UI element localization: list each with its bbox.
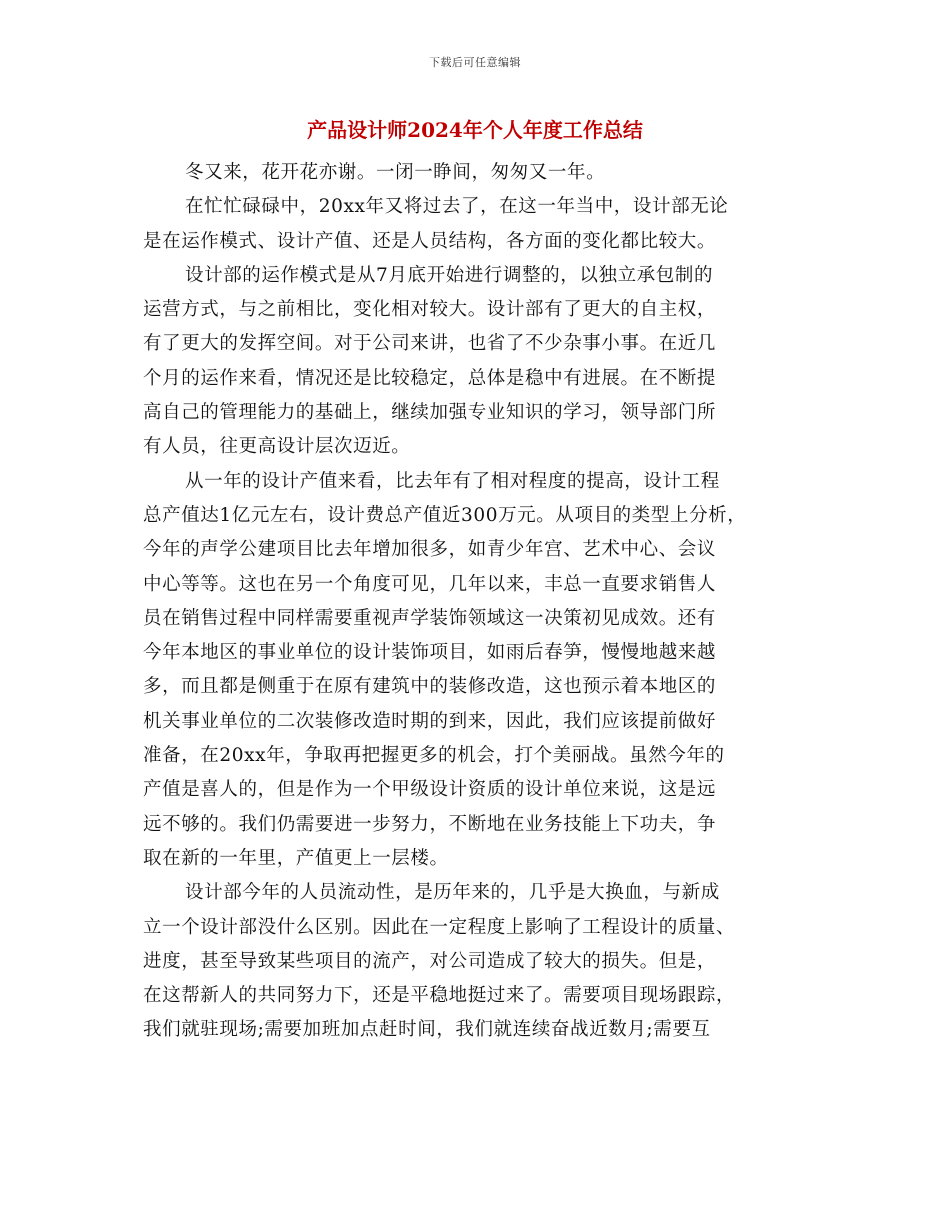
body-line: 有人员，往更高设计层次迈近。 bbox=[143, 436, 411, 458]
document-title: 产品设计师2024年个人年度工作总结 bbox=[307, 118, 643, 142]
body-line: 总产值达1亿元左右，设计费总产值近300万元。从项目的类型上分析， bbox=[143, 504, 747, 526]
header-note: 下载后可任意编辑 bbox=[429, 56, 521, 69]
body-line: 中心等等。这也在另一个角度可见，几年以来，丰总一直要求销售人 bbox=[143, 573, 717, 595]
body-line: 多，而且都是侧重于在原有建筑中的装修改造，这也预示着本地区的 bbox=[143, 676, 717, 698]
body-line: 从一年的设计产值来看，比去年有了相对程度的提高，设计工程 bbox=[185, 470, 720, 492]
body-line: 员在销售过程中同样需要重视声学装饰领域这一决策初见成效。还有 bbox=[143, 607, 717, 629]
body-line: 远不够的。我们仍需要进一步努力，不断地在业务技能上下功夫，争 bbox=[143, 813, 717, 835]
body-line: 今年的声学公建项目比去年增加很多，如青少年宫、艺术中心、会议 bbox=[143, 539, 717, 561]
body-line: 高自己的管理能力的基础上，继续加强专业知识的学习，领导部门所 bbox=[143, 402, 717, 424]
body-line: 准备，在20xx年，争取再把握更多的机会，打个美丽战。虽然今年的 bbox=[143, 745, 725, 767]
body-line: 运营方式，与之前相比，变化相对较大。设计部有了更大的自主权， bbox=[143, 299, 717, 321]
body-line: 产值是喜人的，但是作为一个甲级设计资质的设计单位来说，这是远 bbox=[143, 779, 717, 801]
body-line: 今年本地区的事业单位的设计装饰项目，如雨后春笋，慢慢地越来越 bbox=[143, 642, 717, 664]
document-body bbox=[143, 160, 833, 1052]
body-line: 在这帮新人的共同努力下，还是平稳地挺过来了。需要项目现场跟踪， bbox=[143, 985, 736, 1007]
body-line: 设计部的运作模式是从7月底开始进行调整的，以独立承包制的 bbox=[185, 264, 714, 286]
body-line: 在忙忙碌碌中，20xx年又将过去了，在这一年当中，设计部无论 bbox=[185, 196, 729, 218]
body-line: 设计部今年的人员流动性，是历年来的，几乎是大换血，与新成 bbox=[185, 882, 720, 904]
body-line: 个月的运作来看，情况还是比较稳定，总体是稳中有进展。在不断提 bbox=[143, 367, 717, 389]
body-line: 有了更大的发挥空间。对于公司来讲，也省了不少杂事小事。在近几 bbox=[143, 333, 717, 355]
body-line: 机关事业单位的二次装修改造时期的到来，因此，我们应该提前做好 bbox=[143, 710, 717, 732]
body-line: 立一个设计部没什么区别。因此在一定程度上影响了工程设计的质量、 bbox=[143, 916, 736, 938]
body-line: 冬又来，花开花亦谢。一闭一睁间，匆匆又一年。 bbox=[185, 162, 606, 183]
body-line: 是在运作模式、设计产值、还是人员结构，各方面的变化都比较大。 bbox=[143, 230, 717, 252]
body-line: 取在新的一年里，产值更上一层楼。 bbox=[143, 847, 449, 869]
body-line: 进度，甚至导致某些项目的流产，对公司造成了较大的损失。但是， bbox=[143, 950, 717, 972]
body-line: 我们就驻现场;需要加班加点赶时间，我们就连续奋战近数月;需要互 bbox=[143, 1019, 711, 1041]
